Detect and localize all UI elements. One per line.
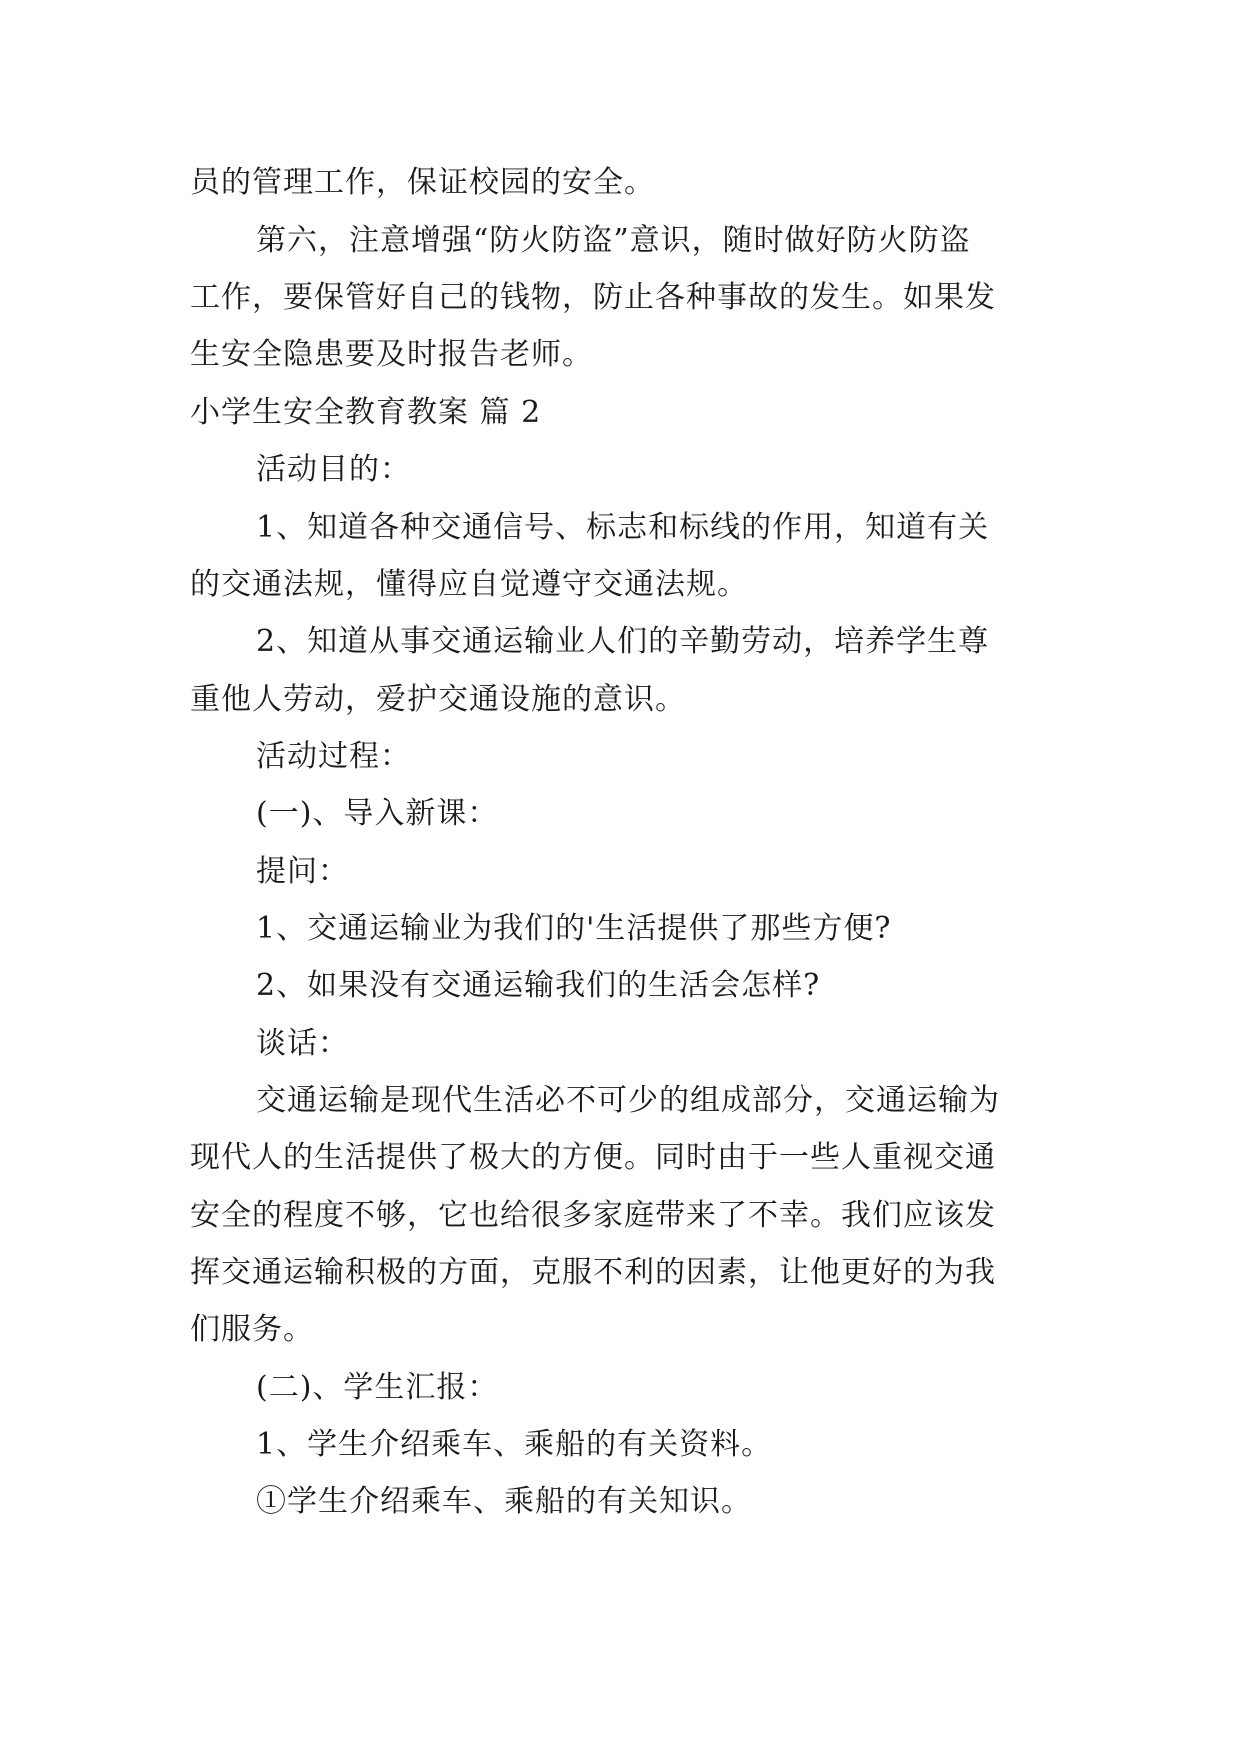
list-item: ①学生介绍乘车、乘船的有关知识。 [256,1484,752,1519]
list-item: 1、学生介绍乘车、乘船的有关资料。 [256,1427,773,1462]
paragraph-line: (一)、导入新课： [256,796,499,831]
paragraph-line: 生安全隐患要及时报告老师。 [190,337,593,372]
paragraph-line: 现代人的生活提供了极大的方便。同时由于一些人重视交通 [190,1140,996,1175]
list-item: 2、知道从事交通运输业人们的辛勤劳动，培养学生尊 [256,624,990,659]
paragraph-line: 重他人劳动，爱护交通设施的意识。 [190,682,686,717]
section-heading: 小学生安全教育教案 篇 2 [190,395,542,430]
paragraph-line: 活动目的： [256,452,411,487]
paragraph-line: 谈话： [256,1026,349,1061]
list-item: 1、交通运输业为我们的'生活提供了那些方便? [256,911,892,946]
paragraph-line: 安全的程度不够，它也给很多家庭带来了不幸。我们应该发 [190,1198,996,1233]
paragraph-line: 提问： [256,854,349,889]
paragraph-line: (二)、学生汇报： [256,1370,499,1405]
paragraph-line: 活动过程： [256,739,411,774]
paragraph-line: 工作，要保管好自己的钱物，防止各种事故的发生。如果发 [190,280,996,315]
list-item: 2、如果没有交通运输我们的生活会怎样? [256,968,821,1003]
paragraph-line: 交通运输是现代生活必不可少的组成部分，交通运输为 [256,1083,1000,1118]
paragraph-line: 员的管理工作，保证校园的安全。 [190,165,655,200]
paragraph-line: 们服务。 [190,1312,314,1347]
paragraph-line: 第六，注意增强“防火防盗”意识，随时做好防火防盗 [256,223,971,258]
paragraph-line: 的交通法规，懂得应自觉遵守交通法规。 [190,567,748,602]
paragraph-line: 挥交通运输积极的方面，克服不利的因素，让他更好的为我 [190,1255,996,1290]
list-item: 1、知道各种交通信号、标志和标线的作用，知道有关 [256,510,990,545]
